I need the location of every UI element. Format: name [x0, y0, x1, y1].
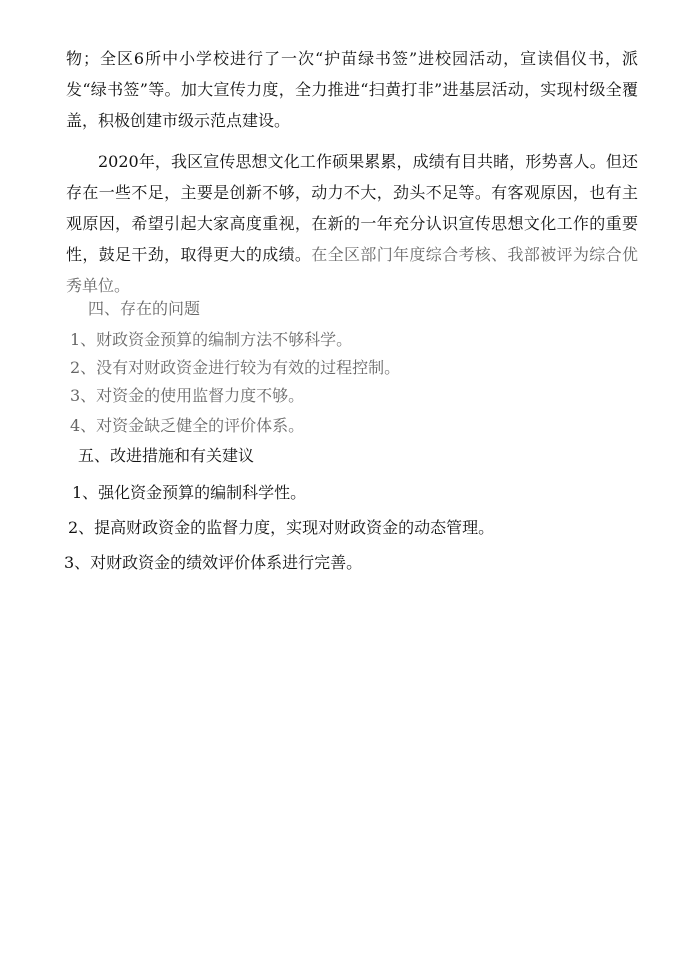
paragraph-summary-tail: 在全区部门年度综合考核、我部被评为综合优秀单位。: [66, 245, 638, 295]
problem-item: 4、对资金缺乏健全的评价体系。: [70, 416, 305, 435]
section-heading-suggestions: 五、改进措施和有关建议: [78, 446, 255, 465]
problem-item: 3、对资金的使用监督力度不够。: [70, 386, 305, 405]
paragraph-summary-main: 2020年，我区宣传思想文化工作硕果累累，成绩有目共睹，形势喜人。但还存在一些不足，主要是创新不够，动力不大，劲头不足等。有客观原因，也有主观原因，希望引起大家高度重视，在新的一年充分认识宣传思想文化工作的重要性，鼓足干劲，取得更大的成绩。: [66, 152, 638, 264]
problem-item: 1、财政资金预算的编制方法不够科学。: [70, 330, 353, 349]
suggestion-item: 3、对财政资金的绩效评价体系进行完善。: [64, 553, 363, 572]
paragraph-summary: [66, 146, 638, 301]
suggestion-item: 2、提高财政资金的监督力度，实现对财政资金的动态管理。: [68, 518, 495, 537]
paragraph-campaign: 物；全区6所中小学校进行了一次“护苗绿书签”进校园活动，宣读倡仪书，派发“绿书签”等。加大宣传力度，全力推进“扫黄打非”进基层活动，实现村级全覆盖，积极创建市级示范点建设。: [66, 49, 638, 130]
suggestion-item: 1、强化资金预算的编制科学性。: [72, 483, 307, 502]
section-heading-problems: 四、存在的问题: [88, 299, 201, 318]
problem-item: 2、没有对财政资金进行较为有效的过程控制。: [70, 358, 401, 377]
